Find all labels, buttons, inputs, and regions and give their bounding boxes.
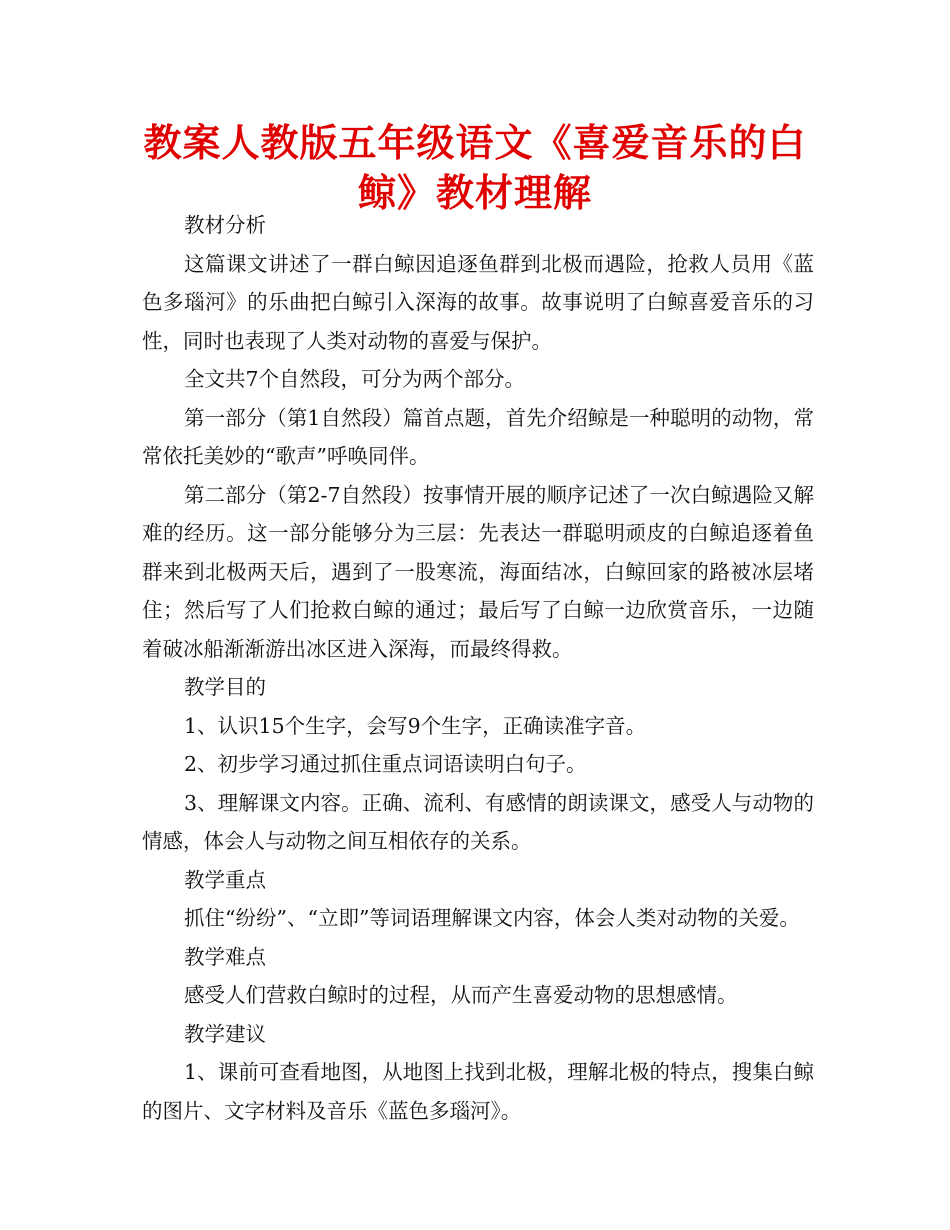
paragraph-summary: 这篇课文讲述了一群白鲸因追逐鱼群到北极而遇险，抢救人员用《蓝色多瑙河》的乐曲把白鲸引入深海的故事。故事说明了白鲸喜爱音乐的习性，同时也表现了人类对动物的喜爱与保护。	[142, 251, 814, 353]
objective-item-2: 2、初步学习通过抓住重点词语读明白句子。	[184, 752, 587, 776]
objective-item-1: 1、认识15个生字，会写9个生字，正确读准字音。	[184, 713, 647, 738]
document-body	[142, 206, 814, 1130]
suggestion-item-1: 1、课前可查看地图，从地图上找到北极，理解北极的特点，搜集白鲸的图片、文字材料及音乐《蓝色多瑙河》。	[142, 1060, 814, 1123]
section-heading-objectives: 教学目的	[184, 675, 266, 699]
section-heading-difficulties: 教学难点	[184, 944, 266, 969]
paragraph-key-points: 抓住“纷纷”、“立即”等词语理解课文内容，体会人类对动物的关爱。	[184, 906, 800, 930]
paragraph-part-one: 第一部分（第1自然段）篇首点题，首先介绍鲸是一种聪明的动物，常常依托美妙的“歌声”呼唤同伴。	[142, 405, 814, 468]
section-heading-analysis: 教材分析	[184, 213, 266, 237]
paragraph-structure: 全文共7个自然段，可分为两个部分。	[184, 367, 526, 391]
document-title: 教案人教版五年级语文《喜爱音乐的白鲸》教材理解	[143, 121, 807, 215]
paragraph-difficulties: 感受人们营救白鲸时的过程，从而产生喜爱动物的思想感情。	[184, 983, 738, 1007]
section-heading-key-points: 教学重点	[184, 867, 266, 892]
paragraph-part-two: 第二部分（第2-7自然段）按事情开展的顺序记述了一次白鲸遇险又解难的经历。这一部分能够分为三层：先表达一群聪明顽皮的白鲸追逐着鱼群来到北极两天后，遇到了一股寒流，海面结冰，白鲸回家的路被冰层堵住；然后写了人们抢救白鲸的通过；最后写了白鲸一边欣赏音乐，一边随着破冰船渐渐游出冰区进入深海，而最终得救。	[142, 482, 814, 661]
objective-item-3: 3、理解课文内容。正确、流利、有感情的朗读课文，感受人与动物的情感，体会人与动物之间互相依存的关系。	[142, 790, 814, 853]
section-heading-suggestions: 教学建议	[184, 1021, 266, 1046]
